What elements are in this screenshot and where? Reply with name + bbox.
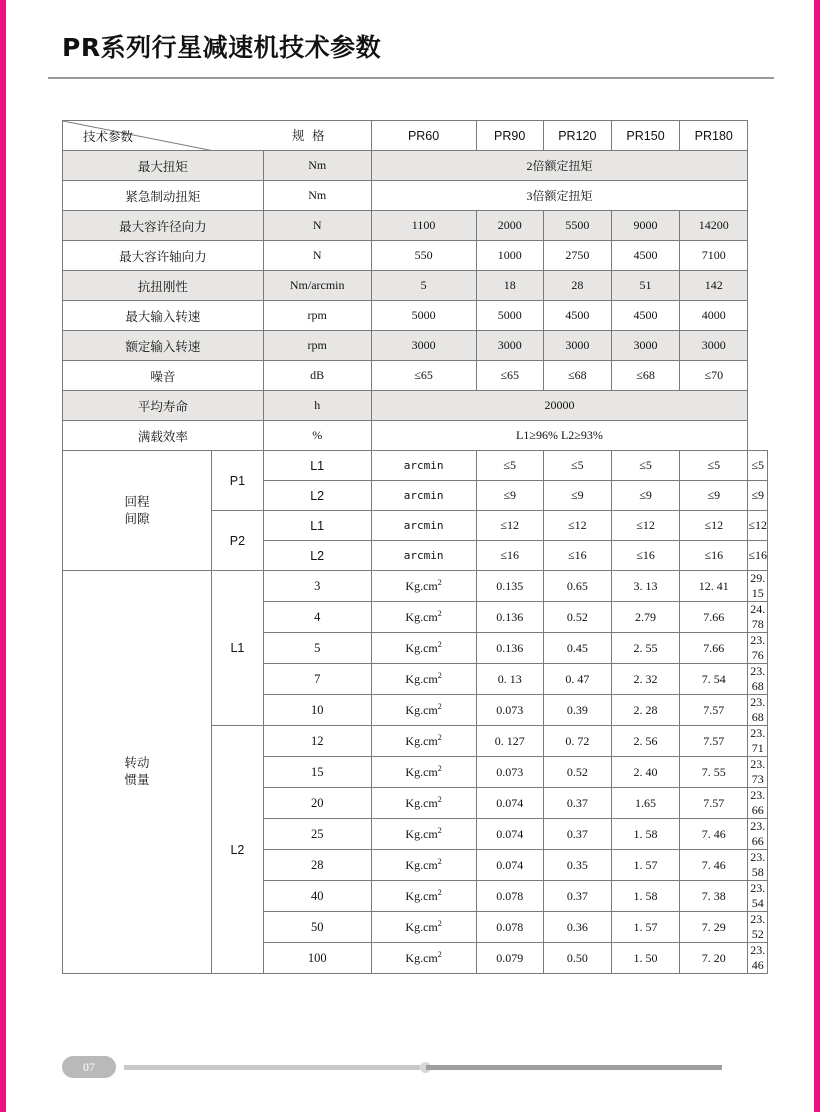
param-value: 3000	[543, 331, 611, 361]
model-header-pr120: PR120	[543, 121, 611, 151]
backlash-unit: arcmin	[371, 481, 476, 511]
inertia-value: 0.074	[476, 850, 543, 881]
param-name: 噪音	[63, 361, 264, 391]
param-value: 2000	[476, 211, 543, 241]
inertia-value: 0.074	[476, 819, 543, 850]
param-value: 5	[371, 271, 476, 301]
inertia-ratio: 7	[263, 664, 371, 695]
param-value: 5500	[543, 211, 611, 241]
backlash-value: ≤9	[748, 481, 768, 511]
param-value: ≤68	[611, 361, 679, 391]
param-value: ≤65	[476, 361, 543, 391]
inertia-value: 23. 68	[748, 664, 768, 695]
param-unit: rpm	[263, 301, 371, 331]
param-value: 5000	[476, 301, 543, 331]
backlash-value: ≤5	[476, 451, 543, 481]
inertia-value: 2. 32	[611, 664, 679, 695]
right-edge-bar	[814, 0, 820, 1112]
inertia-value: 29. 15	[748, 571, 768, 602]
page-number: 07	[62, 1056, 116, 1078]
inertia-level: L2	[211, 726, 263, 974]
table-row	[63, 241, 768, 271]
param-value: 4500	[543, 301, 611, 331]
table-row	[63, 301, 768, 331]
inertia-ratio: 3	[263, 571, 371, 602]
inertia-unit: $Kg.cm^2$	[371, 912, 476, 943]
param-value: 3000	[680, 331, 748, 361]
inertia-value: 1. 57	[611, 912, 679, 943]
table-row	[63, 391, 768, 421]
inertia-value: 7.57	[680, 695, 748, 726]
param-name: 最大输入转速	[63, 301, 264, 331]
param-value: 18	[476, 271, 543, 301]
inertia-ratio: 12	[263, 726, 371, 757]
inertia-value: 7.57	[680, 726, 748, 757]
param-span-value: 2倍额定扭矩	[371, 151, 748, 181]
param-value: 28	[543, 271, 611, 301]
inertia-value: 0.135	[476, 571, 543, 602]
inertia-ratio: 100	[263, 943, 371, 974]
param-unit: N	[263, 241, 371, 271]
backlash-value: ≤16	[680, 541, 748, 571]
param-unit: Nm	[263, 151, 371, 181]
inertia-value: 0.078	[476, 881, 543, 912]
title-divider	[48, 77, 774, 79]
backlash-value: ≤9	[476, 481, 543, 511]
inertia-ratio: 4	[263, 602, 371, 633]
param-unit: dB	[263, 361, 371, 391]
header-spec-label: 规 格	[292, 129, 327, 143]
param-value: 3000	[476, 331, 543, 361]
inertia-unit: $Kg.cm^2$	[371, 664, 476, 695]
inertia-value: 23. 73	[748, 757, 768, 788]
param-value: ≤65	[371, 361, 476, 391]
param-name: 抗扭刚性	[63, 271, 264, 301]
backlash-value: ≤5	[611, 451, 679, 481]
inertia-value: 0.074	[476, 788, 543, 819]
inertia-ratio: 40	[263, 881, 371, 912]
inertia-value: 0.073	[476, 695, 543, 726]
table-row	[63, 271, 768, 301]
param-name: 最大扭矩	[63, 151, 264, 181]
backlash-value: ≤12	[543, 511, 611, 541]
inertia-value: 1. 50	[611, 943, 679, 974]
page-title-wrap	[62, 28, 762, 64]
param-span-value: 3倍额定扭矩	[371, 181, 748, 211]
backlash-unit: arcmin	[371, 541, 476, 571]
model-header-pr180: PR180	[680, 121, 748, 151]
param-span-value: L1≥96% L2≥93%	[371, 421, 748, 451]
inertia-unit: $Kg.cm^2$	[371, 571, 476, 602]
inertia-value: 23. 52	[748, 912, 768, 943]
inertia-value: 7. 46	[680, 819, 748, 850]
param-name: 最大容许径向力	[63, 211, 264, 241]
param-value: 4500	[611, 241, 679, 271]
param-value: 14200	[680, 211, 748, 241]
backlash-value: ≤16	[748, 541, 768, 571]
inertia-value: 23. 54	[748, 881, 768, 912]
inertia-value: 0.073	[476, 757, 543, 788]
inertia-value: 23. 76	[748, 633, 768, 664]
inertia-value: 7. 46	[680, 850, 748, 881]
table-row	[63, 361, 768, 391]
header-param-label: 技术参数	[83, 130, 134, 144]
param-value: 3000	[371, 331, 476, 361]
inertia-ratio: 25	[263, 819, 371, 850]
page-title: PR系列行星减速机技术参数	[62, 33, 382, 62]
inertia-value: 0.50	[543, 943, 611, 974]
param-unit: N	[263, 211, 371, 241]
backlash-value: ≤12	[748, 511, 768, 541]
param-value: ≤68	[543, 361, 611, 391]
backlash-stage: P2	[211, 511, 263, 571]
inertia-unit: $Kg.cm^2$	[371, 943, 476, 974]
backlash-level: L2	[263, 481, 371, 511]
inertia-value: 2. 28	[611, 695, 679, 726]
param-value: 550	[371, 241, 476, 271]
inertia-value: 7. 55	[680, 757, 748, 788]
inertia-value: 7. 29	[680, 912, 748, 943]
inertia-value: 0. 127	[476, 726, 543, 757]
document-page	[6, 0, 814, 1112]
inertia-value: 0.37	[543, 881, 611, 912]
inertia-unit: $Kg.cm^2$	[371, 850, 476, 881]
table-row	[63, 181, 768, 211]
backlash-value: ≤9	[543, 481, 611, 511]
inertia-value: 0.52	[543, 757, 611, 788]
param-name: 额定输入转速	[63, 331, 264, 361]
param-value: 142	[680, 271, 748, 301]
inertia-value: 1. 58	[611, 819, 679, 850]
inertia-value: 0.078	[476, 912, 543, 943]
param-span-value: 20000	[371, 391, 748, 421]
inertia-value: 7.66	[680, 633, 748, 664]
inertia-value: 0. 72	[543, 726, 611, 757]
backlash-value: ≤16	[476, 541, 543, 571]
table-row	[63, 151, 768, 181]
param-value: 5000	[371, 301, 476, 331]
inertia-value: 24. 78	[748, 602, 768, 633]
backlash-value: ≤9	[611, 481, 679, 511]
inertia-value: 0.45	[543, 633, 611, 664]
backlash-value: ≤9	[680, 481, 748, 511]
inertia-value: 23. 71	[748, 726, 768, 757]
inertia-value: 23. 68	[748, 695, 768, 726]
inertia-value: 7.57	[680, 788, 748, 819]
page-footer	[62, 1056, 768, 1078]
inertia-value: 1. 57	[611, 850, 679, 881]
param-unit: Nm	[263, 181, 371, 211]
backlash-level: L1	[263, 451, 371, 481]
inertia-ratio: 28	[263, 850, 371, 881]
inertia-group-name: 转动 惯量	[63, 571, 212, 974]
backlash-value: ≤5	[543, 451, 611, 481]
inertia-value: 0.37	[543, 788, 611, 819]
inertia-unit: $Kg.cm^2$	[371, 881, 476, 912]
table-row	[63, 571, 768, 602]
inertia-value: 0. 47	[543, 664, 611, 695]
inertia-value: 2. 40	[611, 757, 679, 788]
inertia-value: 0.39	[543, 695, 611, 726]
param-name: 紧急制动扭矩	[63, 181, 264, 211]
param-name: 平均寿命	[63, 391, 264, 421]
backlash-value: ≤16	[543, 541, 611, 571]
inertia-unit: $Kg.cm^2$	[371, 726, 476, 757]
footer-line-light	[124, 1065, 420, 1070]
param-unit: %	[263, 421, 371, 451]
inertia-value: 1.65	[611, 788, 679, 819]
inertia-ratio: 20	[263, 788, 371, 819]
inertia-value: 0.37	[543, 819, 611, 850]
inertia-value: 23. 58	[748, 850, 768, 881]
inertia-value: 2. 56	[611, 726, 679, 757]
inertia-value: 23. 66	[748, 819, 768, 850]
param-value: 7100	[680, 241, 748, 271]
param-value: 51	[611, 271, 679, 301]
inertia-value: 0.36	[543, 912, 611, 943]
inertia-value: 0.079	[476, 943, 543, 974]
inertia-value: 2.79	[611, 602, 679, 633]
backlash-value: ≤5	[748, 451, 768, 481]
model-header-pr150: PR150	[611, 121, 679, 151]
backlash-value: ≤12	[611, 511, 679, 541]
inertia-value: 3. 13	[611, 571, 679, 602]
param-value: 1000	[476, 241, 543, 271]
inertia-level: L1	[211, 571, 263, 726]
inertia-value: 7. 38	[680, 881, 748, 912]
inertia-ratio: 50	[263, 912, 371, 943]
inertia-value: 7. 20	[680, 943, 748, 974]
param-value: 4500	[611, 301, 679, 331]
inertia-value: 0.52	[543, 602, 611, 633]
param-unit: h	[263, 391, 371, 421]
param-name: 最大容许轴向力	[63, 241, 264, 271]
inertia-value: 0.65	[543, 571, 611, 602]
param-unit: Nm/arcmin	[263, 271, 371, 301]
inertia-value: 7. 54	[680, 664, 748, 695]
backlash-value: ≤16	[611, 541, 679, 571]
param-value: 4000	[680, 301, 748, 331]
footer-line-dark	[426, 1065, 722, 1070]
backlash-level: L2	[263, 541, 371, 571]
backlash-value: ≤12	[476, 511, 543, 541]
backlash-group-name: 回程 间隙	[63, 451, 212, 571]
inertia-value: 0.136	[476, 602, 543, 633]
inertia-value: 1. 58	[611, 881, 679, 912]
inertia-value: 0. 13	[476, 664, 543, 695]
inertia-ratio: 15	[263, 757, 371, 788]
table-row	[63, 421, 768, 451]
inertia-value: 7.66	[680, 602, 748, 633]
backlash-unit: arcmin	[371, 511, 476, 541]
inertia-unit: $Kg.cm^2$	[371, 695, 476, 726]
inertia-value: 2. 55	[611, 633, 679, 664]
inertia-unit: $Kg.cm^2$	[371, 788, 476, 819]
inertia-value: 23. 46	[748, 943, 768, 974]
inertia-unit: $Kg.cm^2$	[371, 757, 476, 788]
backlash-level: L1	[263, 511, 371, 541]
param-name: 满载效率	[63, 421, 264, 451]
specification-table	[62, 120, 768, 974]
model-header-pr60: PR60	[371, 121, 476, 151]
backlash-value: ≤12	[680, 511, 748, 541]
backlash-value: ≤5	[680, 451, 748, 481]
param-value: 2750	[543, 241, 611, 271]
table-corner-cell	[63, 121, 372, 151]
inertia-value: 0.136	[476, 633, 543, 664]
table-row	[63, 451, 768, 481]
table-row	[63, 331, 768, 361]
model-header-pr90: PR90	[476, 121, 543, 151]
inertia-unit: $Kg.cm^2$	[371, 633, 476, 664]
inertia-unit: $Kg.cm^2$	[371, 602, 476, 633]
inertia-value: 0.35	[543, 850, 611, 881]
param-value: 3000	[611, 331, 679, 361]
param-value: 1100	[371, 211, 476, 241]
param-unit: rpm	[263, 331, 371, 361]
param-value: 9000	[611, 211, 679, 241]
table-row	[63, 211, 768, 241]
inertia-ratio: 10	[263, 695, 371, 726]
inertia-value: 23. 66	[748, 788, 768, 819]
inertia-unit: $Kg.cm^2$	[371, 819, 476, 850]
inertia-value: 12. 41	[680, 571, 748, 602]
backlash-stage: P1	[211, 451, 263, 511]
table-header-row	[63, 121, 768, 151]
backlash-unit: arcmin	[371, 451, 476, 481]
inertia-ratio: 5	[263, 633, 371, 664]
param-value: ≤70	[680, 361, 748, 391]
